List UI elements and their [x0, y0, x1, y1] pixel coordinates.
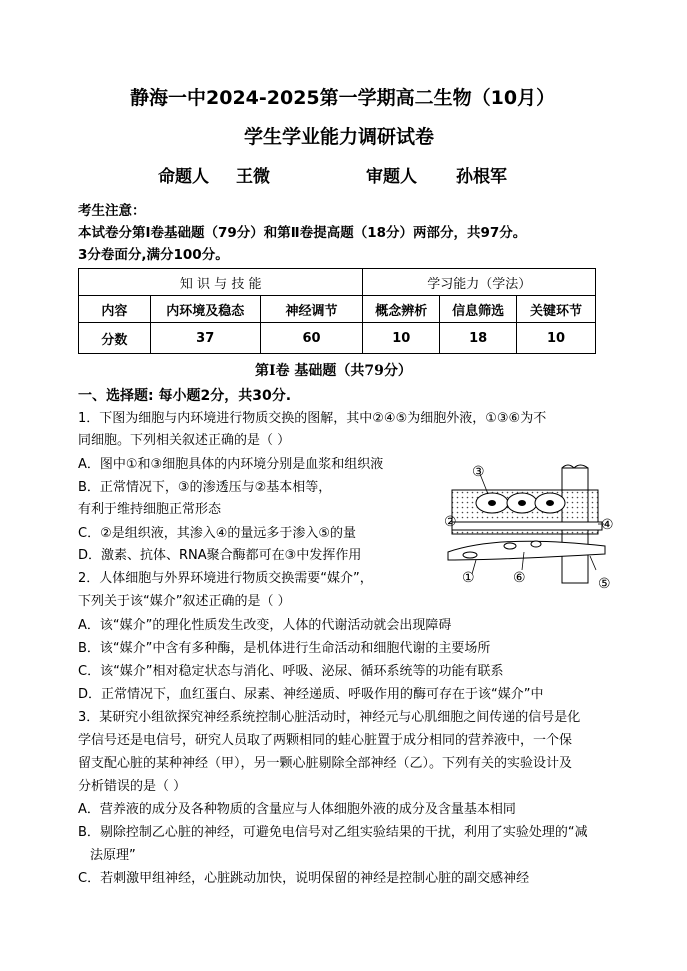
q1-option-c: C．②是组织液，其渗入④的量远多于渗入⑤的量	[78, 526, 357, 541]
q2-option-a: A．该“媒介”的理化性质发生改变，人体的代谢活动就会出现障碍	[78, 618, 452, 633]
q1-stem-line2: 同细胞。下列相关叙述正确的是（ ）	[78, 433, 291, 448]
q3-option-b: B．剔除控制乙心脏的神经，可避免电信号对乙组实验结果的干扰，利用了实验处理的“减	[78, 825, 588, 840]
figure-label-1: ①	[462, 570, 475, 586]
score-cell: 10	[363, 323, 440, 354]
q3-stem-line3: 留支配心脏的某种神经（甲），另一颗心脏剔除全部神经（乙）。下列有关的实验设计及	[78, 756, 573, 771]
notice-heading: 考生注意：	[78, 203, 146, 219]
part-heading: 一、选择题: 每小题2分，共30分.	[78, 388, 292, 404]
figure-label-6: ⑥	[513, 570, 526, 586]
proposer-label: 命题人	[158, 167, 209, 187]
score-table	[78, 268, 596, 354]
notice-line2: 3分卷面分,满分100分。	[78, 247, 229, 263]
q2-option-d: D．正常情况下，血红蛋白、尿素、神经递质、呼吸作用的酶可存在于该“媒介”中	[78, 687, 544, 702]
reviewer-label: 审题人	[366, 167, 417, 187]
col-header: 神经调节	[260, 296, 363, 323]
reviewer-name: 孙根军	[456, 167, 507, 187]
q1-option-d: D．激素、抗体、RNA聚合酶都可在③中发挥作用	[78, 548, 362, 563]
figure-label-3: ③	[472, 464, 485, 480]
col-header: 概念辨析	[363, 296, 440, 323]
q1-option-b-cont: 有利于维持细胞正常形态	[78, 502, 222, 517]
q2-stem-line1: 2．人体细胞与外界环境进行物质交换需要“媒介”，	[78, 571, 373, 586]
row-label-score: 分数	[79, 323, 151, 354]
cell-exchange-figure	[440, 460, 620, 590]
q2-option-c: C．该“媒介”相对稳定状态与消化、呼吸、泌尿、循环系统等的功能有联系	[78, 664, 504, 679]
figure-label-4: ④	[601, 517, 614, 533]
col-header: 信息筛选	[440, 296, 517, 323]
figure-nucleus	[546, 500, 554, 506]
figure-nucleus	[518, 500, 526, 506]
notice-line1: 本试卷分第Ⅰ卷基础题（79分）和第Ⅱ卷提高题（18分）两部分，共97分。	[78, 225, 527, 241]
score-cell: 10	[517, 323, 596, 354]
q3-stem-line1: 3．某研究小组欲探究神经系统控制心脏活动时，神经元与心肌细胞之间传递的信号是化	[78, 710, 581, 725]
score-cell: 37	[150, 323, 260, 354]
page-subtitle: 学生学业能力调研试卷	[244, 126, 435, 148]
q3-option-a: A．营养液的成分及各种物质的含量应与人体细胞外液的成分及含量基本相同	[78, 802, 516, 817]
q1-option-a: A．图中①和③细胞具体的内环境分别是血浆和组织液	[78, 457, 384, 472]
section-title: 第Ⅰ卷 基础题（共79分）	[255, 363, 412, 379]
figure-blood-cell	[463, 552, 477, 558]
proposer-name: 王微	[236, 167, 270, 187]
page-title: 静海一中2024-2025第一学期高二生物（10月）	[130, 87, 556, 109]
col-header: 内环境及稳态	[150, 296, 260, 323]
figure-label-2: ②	[444, 514, 457, 530]
q3-stem-line4: 分析错误的是（ ）	[78, 779, 187, 794]
figure-lymph-vessel	[452, 522, 602, 530]
q1-stem-line1: 1．下图为细胞与内环境进行物质交换的图解，其中②④⑤为细胞外液，①③⑥为不	[78, 411, 547, 426]
q3-option-c: C．若刺激甲组神经，心脏跳动加快，说明保留的神经是控制心脏的副交感神经	[78, 871, 530, 886]
col-header: 关键环节	[517, 296, 596, 323]
figure-nucleus	[488, 500, 496, 506]
q1-option-b: B．正常情况下，③的渗透压与②基本相等，	[78, 480, 332, 495]
q2-stem-line2: 下列关于该“媒介”叙述正确的是（ ）	[78, 594, 291, 609]
figure-label-5: ⑤	[598, 576, 611, 590]
q3-stem-line2: 学信号还是电信号，研究人员取了两颗相同的蛙心脏置于成分相同的营养液中，一个保	[78, 733, 573, 748]
figure-blood-cell	[531, 541, 541, 547]
group-learning-ability: 学习能力（学法）	[363, 269, 596, 296]
q2-option-b: B．该“媒介”中含有多种酶，是机体进行生命活动和细胞代谢的主要场所	[78, 641, 491, 656]
figure-blood-cell	[504, 543, 516, 549]
score-cell: 18	[440, 323, 517, 354]
row-label-content: 内容	[79, 296, 151, 323]
group-knowledge-skills: 知 识 与 技 能	[79, 269, 363, 296]
q3-option-b-cont: 法原理”	[90, 848, 136, 863]
score-cell: 60	[260, 323, 363, 354]
